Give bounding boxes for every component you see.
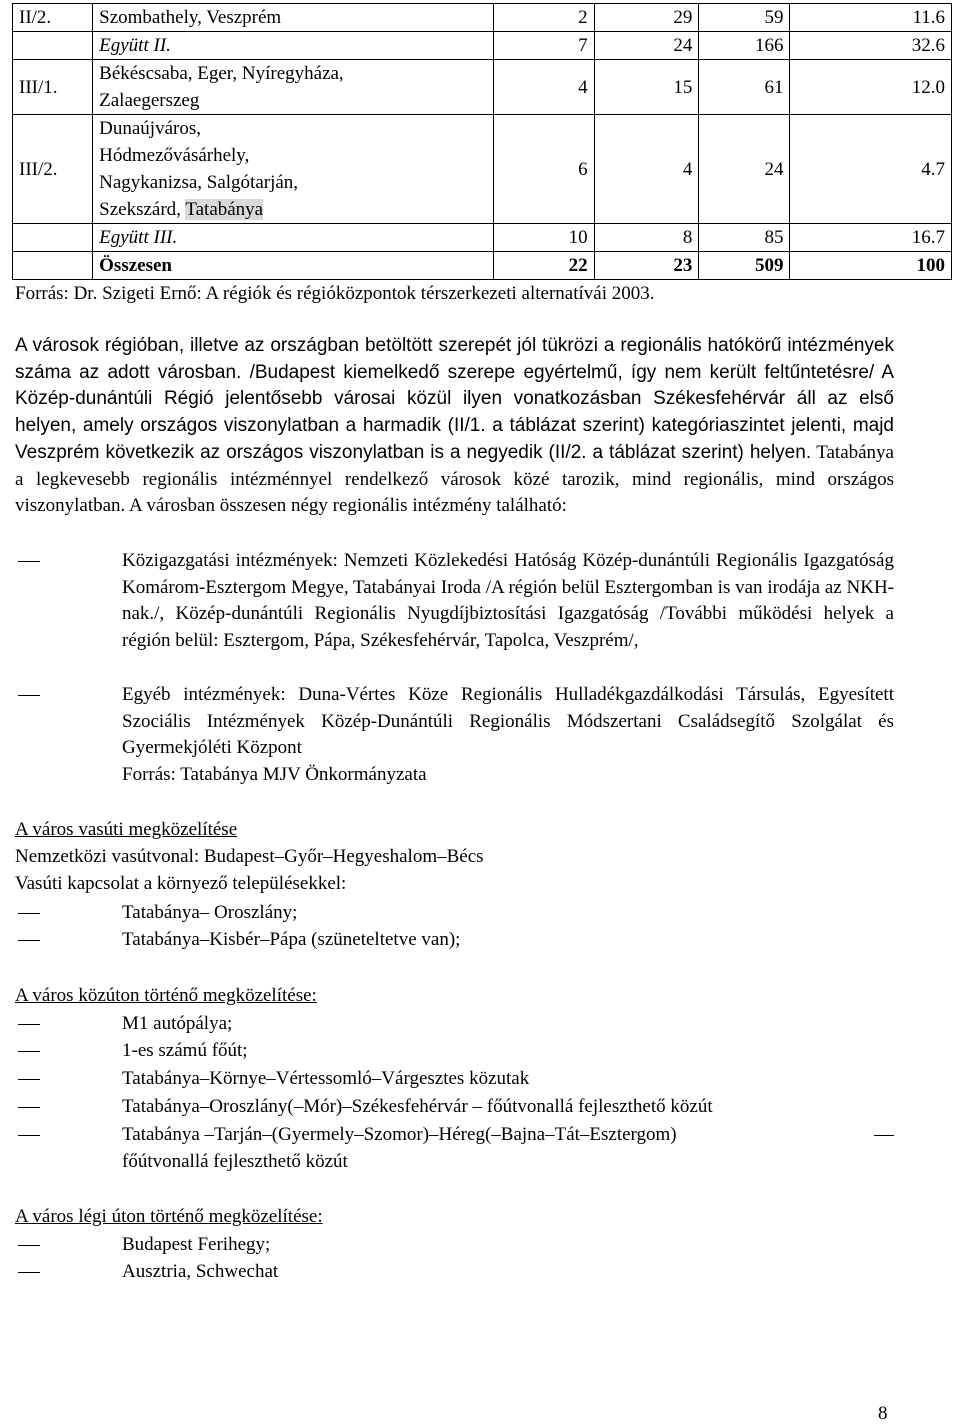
value-cell: 61 <box>699 60 790 115</box>
value-cell: 509 <box>699 252 790 280</box>
list-item <box>122 1259 894 1286</box>
value-cell: 23 <box>594 252 699 280</box>
value-cell: 6 <box>494 115 594 224</box>
percent-cell: 4.7 <box>790 115 952 224</box>
paragraph-budapest: /Budapest kiemelkedő szerepe egyértelmű, így nem került feltűntetésre/ A Közép-dunántúli Régió jelentősebb városai közül ilyen vonatkozásban Székesfehérvár áll az első helyen, amely országos viszonylatban a harmadik (II/1. a táblázat szerint) kategóriaszintet jelenti, majd Veszprém következik az országos viszonylatban is a negyedik (II/2. a táblázat szerint) helyen. <box>15 361 894 463</box>
list-item <box>122 927 894 954</box>
city-name-line: Együtt III. <box>99 227 178 248</box>
list-item-text: Tatabánya–Kisbér–Pápa (szüneteltetve van); <box>122 929 461 950</box>
list-item <box>122 1122 894 1149</box>
category-id-cell <box>13 224 93 252</box>
value-cell: 85 <box>699 224 790 252</box>
city-name-line: Zalaegerszeg <box>99 90 200 111</box>
value-cell: 24 <box>594 32 699 60</box>
paragraph-intro: A városok régióban, illetve az országban betöltött szerepét jól tükrözi a regionális hatókörű intézmények száma az adott városban. <box>15 335 894 383</box>
list-item-text: Tatabánya– Oroszlány; <box>122 902 298 923</box>
dash-bullet <box>18 1024 40 1025</box>
value-cell: 4 <box>594 115 699 224</box>
rail-international: Nemzetközi vasútvonal: Budapest–Győr–Hegyeshalom–Bécs <box>15 846 484 867</box>
air-heading: A város légi úton történő megközelítése: <box>15 1206 323 1227</box>
rail-local: Vasúti kapcsolat a környező településekkel: <box>15 873 347 894</box>
city-name-line: Együtt II. <box>99 35 171 56</box>
dash-bullet <box>18 913 40 914</box>
value-cell: 2 <box>494 4 594 32</box>
dash-bullet <box>18 1272 40 1273</box>
category-id-cell <box>13 252 93 280</box>
list-item <box>122 1038 894 1065</box>
list-item-text: Tatabánya–Környe–Vértessomló–Várgesztes közutak <box>122 1068 530 1089</box>
city-name-line: Dunaújváros, <box>99 118 201 139</box>
city-name-line: Szekszárd, <box>99 199 186 220</box>
category-id-cell: III/1. <box>13 60 93 115</box>
table-row <box>13 115 952 224</box>
paragraph-tatabanya: Tatabánya a legkevesebb regionális intézménnyel rendelkező városok közé tarozik, mind regionális, mind országos viszonylatban. A városban összesen négy regionális intézmény található: <box>15 441 894 517</box>
value-cell: 15 <box>594 60 699 115</box>
category-id-cell <box>13 32 93 60</box>
value-cell: 166 <box>699 32 790 60</box>
city-name-line: Szombathely, Veszprém <box>99 7 282 28</box>
source-municipality: Forrás: Tatabánya MJV Önkormányzata <box>122 764 427 785</box>
value-cell: 8 <box>594 224 699 252</box>
list-item-text: M1 autópálya; <box>122 1013 233 1034</box>
city-names-cell <box>93 60 494 115</box>
list-item <box>122 1232 894 1259</box>
value-cell: 4 <box>494 60 594 115</box>
rail-heading: A város vasúti megközelítése <box>15 819 238 840</box>
list-item <box>122 1011 894 1038</box>
city-name-line: Békéscsaba, Eger, Nyíregyháza, <box>99 63 344 84</box>
table-row <box>13 252 952 280</box>
city-name-line: Nagykanizsa, Salgótarján, <box>99 172 299 193</box>
percent-cell: 100 <box>790 252 952 280</box>
city-name-line: Hódmezővásárhely, <box>99 145 250 166</box>
table-row <box>13 60 952 115</box>
city-names-cell <box>93 32 494 60</box>
percent-cell: 11.6 <box>790 4 952 32</box>
city-names-cell <box>93 4 494 32</box>
list-item-other <box>122 682 894 762</box>
dash-bullet <box>18 561 40 562</box>
list-item-text: Ausztria, Schwechat <box>122 1261 279 1282</box>
table-row <box>13 4 952 32</box>
statistics-table <box>12 3 952 280</box>
list-item-text: Egyéb intézmények: Duna-Vértes Köze Regionális Hulladékgazdálkodási Társulás, Egyesített Szociális Intézmények Közép-Dunántúli Regionális Módszertani Családsegítő Szolgálat és Gyermekjóléti Központ <box>122 684 894 759</box>
list-item <box>122 1066 894 1093</box>
dash-bullet <box>18 1245 40 1246</box>
list-item-text: Közigazgatási intézmények: Nemzeti Közlekedési Hatóság Közép-dunántúli Regionális Igazgatóság Komárom-Esztergom Megye, Tatabányai Iroda /A régión belül Esztergomban is van irodája az NKH-nak./, Közép-dunántúli Regionális Nyugdíjbiztosítási Igazgatóság /További működési helyek a régión belül: Esztergom, Pápa, Székesfehérvár, Tapolca, Veszprém/, <box>122 550 894 652</box>
list-item-continuation: főútvonallá fejleszthető közút <box>122 1151 348 1172</box>
list-item-administrative <box>122 548 894 655</box>
city-names-cell <box>93 115 494 224</box>
table-row <box>13 224 952 252</box>
paragraph-institutions <box>15 333 894 520</box>
value-cell: 22 <box>494 252 594 280</box>
city-names-cell <box>93 224 494 252</box>
dash-bullet <box>18 940 40 941</box>
list-item-text: Tatabánya –Tarján–(Gyermely–Szomor)–Héreg(–Bajna–Tát–Esztergom) <box>122 1124 677 1145</box>
table-row <box>13 32 952 60</box>
percent-cell: 12.0 <box>790 60 952 115</box>
percent-cell: 32.6 <box>790 32 952 60</box>
list-item <box>122 900 894 927</box>
dash-bullet <box>18 1079 40 1080</box>
list-item-text: Tatabánya–Oroszlány(–Mór)–Székesfehérvár – főútvonallá fejleszthető közút <box>122 1096 713 1117</box>
trailing-dash <box>874 1135 894 1136</box>
city-names-cell <box>93 252 494 280</box>
percent-cell: 16.7 <box>790 224 952 252</box>
city-name-line: Összesen <box>99 255 172 276</box>
value-cell: 29 <box>594 4 699 32</box>
source-note: Forrás: Dr. Szigeti Ernő: A régiók és régióközpontok térszerkezeti alternatívái 2003. <box>15 283 655 304</box>
category-id-cell: III/2. <box>13 115 93 224</box>
category-id-cell: II/2. <box>13 4 93 32</box>
value-cell: 7 <box>494 32 594 60</box>
dash-bullet <box>18 695 40 696</box>
page-number: 8 <box>878 1403 888 1424</box>
dash-bullet <box>18 1107 40 1108</box>
highlighted-city: Tatabánya <box>185 199 264 220</box>
list-item-text: Budapest Ferihegy; <box>122 1234 271 1255</box>
list-item-text: 1-es számú főút; <box>122 1040 248 1061</box>
value-cell: 10 <box>494 224 594 252</box>
value-cell: 59 <box>699 4 790 32</box>
list-item <box>122 1094 894 1121</box>
dash-bullet <box>18 1135 40 1136</box>
road-heading: A város közúton történő megközelítése: <box>15 985 317 1006</box>
value-cell: 24 <box>699 115 790 224</box>
dash-bullet <box>18 1051 40 1052</box>
